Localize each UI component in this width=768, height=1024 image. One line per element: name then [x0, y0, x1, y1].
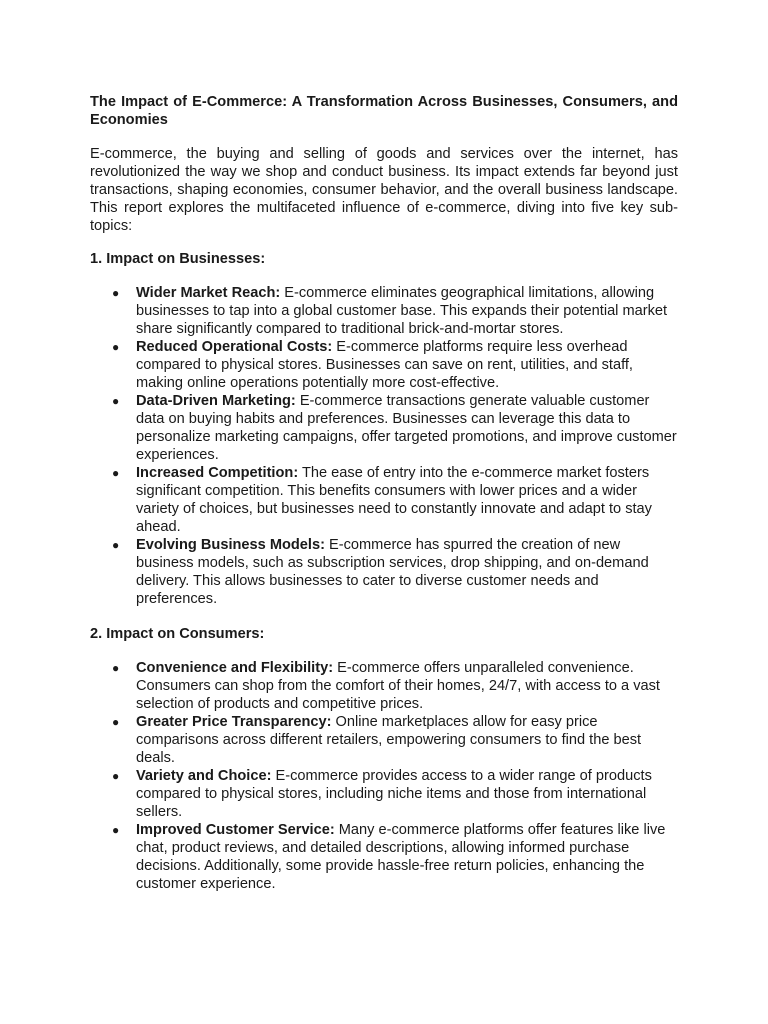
list-item — [90, 659, 678, 713]
businesses-bullet-list — [90, 284, 678, 608]
bullet-term: Wider Market Reach: — [136, 285, 281, 301]
bullet-term: Variety and Choice: — [136, 768, 272, 784]
bullet-text: E-commerce offers unparalleled convenience. Consumers can shop from the comfort of their homes, 24/7, with access to a vast selection of products and competitive prices. — [136, 660, 660, 712]
bullet-term: Reduced Operational Costs: — [136, 339, 333, 355]
bullet-text: Online marketplaces allow for easy price comparisons across different retailers, empowering consumers to find the best deals. — [136, 714, 642, 766]
bullet-text: Many e-commerce platforms offer features like live chat, product reviews, and detailed descriptions, allowing informed purchase decisions. Additionally, some provide hassle-free return policies, enhancing the customer experience. — [136, 822, 666, 892]
bullet-text: E-commerce provides access to a wider range of products compared to physical stores, including niche items and those from international sellers. — [136, 768, 652, 820]
bullet-icon: ● — [112, 466, 120, 480]
bullet-term: Evolving Business Models: — [136, 537, 325, 553]
list-item — [90, 713, 678, 767]
document-page — [90, 93, 678, 893]
bullet-text: The ease of entry into the e-commerce market fosters significant competition. This benefits consumers with lower prices and a wider variety of choices, but businesses need to constantly innovate and adapt to stay ahead. — [136, 465, 652, 535]
section-heading-consumers: 2. Impact on Consumers: — [90, 626, 265, 642]
bullet-term: Improved Customer Service: — [136, 822, 335, 838]
bullet-text: E-commerce eliminates geographical limitations, allowing businesses to tap into a global customer base. This expands their potential market share significantly compared to traditional brick-and-mortar stores. — [136, 285, 668, 337]
intro-paragraph: E-commerce, the buying and selling of goods and services over the internet, has revolutionized the way we shop and conduct business. Its impact extends far beyond just transactions, shaping economies, consumer behavior, and the overall business landscape. This report explores the multifaceted influence of e-commerce, diving into five key sub-topics: — [90, 146, 678, 234]
bullet-term: Convenience and Flexibility: — [136, 660, 334, 676]
section-heading-businesses: 1. Impact on Businesses: — [90, 251, 266, 267]
bullet-term: Data-Driven Marketing: — [136, 393, 296, 409]
bullet-icon: ● — [112, 340, 120, 354]
list-item — [90, 284, 678, 338]
consumers-bullet-list — [90, 659, 678, 893]
bullet-icon: ● — [112, 394, 120, 408]
bullet-term: Increased Competition: — [136, 465, 299, 481]
list-item — [90, 464, 678, 536]
list-item — [90, 338, 678, 392]
bullet-icon: ● — [112, 538, 120, 552]
bullet-text: E-commerce has spurred the creation of new business models, such as subscription services, drop shipping, and on-demand delivery. This allows businesses to cater to diverse customer needs and preferences. — [136, 537, 649, 607]
bullet-icon: ● — [112, 661, 120, 675]
bullet-text: E-commerce transactions generate valuable customer data on buying habits and preferences. Businesses can leverage this data to personalize marketing campaigns, offer targeted promotions, and improve customer experiences. — [136, 393, 677, 463]
bullet-icon: ● — [112, 286, 120, 300]
bullet-term: Greater Price Transparency: — [136, 714, 332, 730]
document-title: The Impact of E-Commerce: A Transformation Across Businesses, Consumers, and Economies — [90, 94, 678, 128]
list-item — [90, 821, 678, 893]
list-item — [90, 536, 678, 608]
bullet-icon: ● — [112, 715, 120, 729]
bullet-text: E-commerce platforms require less overhead compared to physical stores. Businesses can save on rent, utilities, and staff, making online operations potentially more cost-effective. — [136, 339, 633, 391]
list-item — [90, 767, 678, 821]
bullet-icon: ● — [112, 823, 120, 837]
list-item — [90, 392, 678, 464]
bullet-icon: ● — [112, 769, 120, 783]
